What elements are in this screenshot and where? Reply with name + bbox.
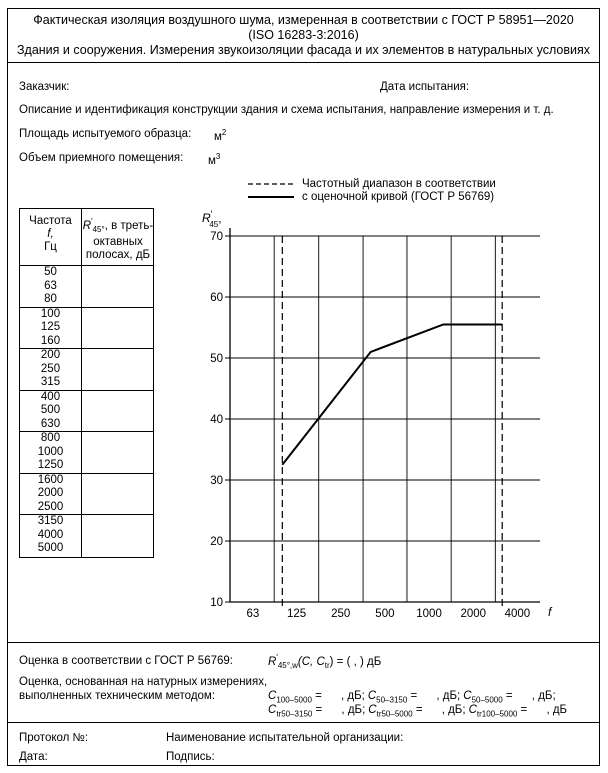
table-frequency-group: [20, 432, 81, 473]
frequency-table: [19, 208, 154, 558]
table-frequency-value: 4000: [37, 528, 64, 541]
protocol-label: Протокол №:: [19, 732, 89, 744]
footer-divider: [7, 722, 600, 723]
table-frequency-value: 5000: [37, 542, 64, 554]
table-frequency-value: 125: [40, 321, 61, 333]
chart-y-tick-label: 20: [210, 536, 223, 548]
chart-x-tick-label: 63: [246, 608, 260, 620]
chart-x-tick-label: 1000: [416, 608, 442, 620]
engineering-row-2: [268, 704, 570, 718]
table-frequency-value: 160: [40, 334, 61, 347]
chart-y-tick-label: 40: [210, 414, 223, 426]
table-frequency-value: 315: [40, 376, 61, 388]
col-frequency-line1: Частота: [29, 215, 72, 227]
engineering-term: $C_{tr100-5000}$ = , дБ: [468, 704, 568, 719]
col-r-header: [82, 215, 154, 262]
test-date-label: Дата испытания:: [380, 81, 470, 93]
rating-formula: $R'_{45^\circ,w}(C$, $C_{tr}$) = ( , ) дБ: [268, 653, 382, 671]
description-label: Описание и идентификация конструкции здания и схема испытания, направление измерения и т. д.: [19, 104, 554, 116]
legend-text-2: с оценочной кривой (ГОСТ Р 56769): [302, 191, 495, 203]
chart-x-tick-label: 2000: [460, 608, 487, 620]
table-frequency-group: [20, 308, 81, 349]
chart: [190, 200, 570, 625]
engineering-label-1: Оценка, основанная на натурных измерениях,: [19, 676, 268, 688]
table-frequency-value: 3150: [37, 515, 64, 527]
table-frequency-value: 630: [40, 417, 61, 430]
table-frequency-value: 63: [44, 279, 57, 292]
chart-y-tick-label: 50: [210, 353, 223, 365]
table-frequency-value: 80: [44, 293, 57, 305]
table-frequency-value: 50: [44, 266, 57, 278]
chart-x-axis-label: f: [548, 605, 552, 619]
col-frequency-header: [20, 215, 81, 254]
volume-unit: $м^3$: [208, 152, 221, 167]
chart-y-tick-label: 10: [210, 597, 223, 609]
table-frequency-value: 400: [40, 390, 61, 403]
table-frequency-value: 500: [40, 404, 61, 416]
table-frequency-value: 250: [40, 362, 61, 375]
customer-label: Заказчик:: [19, 81, 70, 93]
engineering-label-2: выполненных техническим методом:: [19, 690, 216, 702]
engineering-term: $C_{tr50-5000}$ = , дБ;: [368, 704, 466, 719]
engineering-term: $C_{tr50-3150}$ = , дБ;: [268, 704, 366, 719]
engineering-term: $C_{50-3150}$ = , дБ;: [367, 690, 461, 705]
area-label: Площадь испытуемого образца:: [19, 128, 192, 140]
table-frequency-group: [20, 515, 81, 556]
chart-divider: [7, 642, 600, 643]
engineering-term: $C_{50-5000}$ = , дБ;: [463, 690, 556, 705]
col-r-line1: $R'_{45^\circ}$, в треть-: [82, 217, 154, 235]
chart-y-tick-label: 30: [210, 475, 223, 487]
header-line-2: (ISO 16283-3:2016): [248, 28, 359, 42]
table-frequency-value: 1600: [37, 473, 64, 486]
table-frequency-group: [20, 266, 81, 307]
table-frequency-value: 100: [40, 307, 61, 320]
chart-x-tick-label: 4000: [504, 608, 531, 620]
chart-x-tick-label: 250: [331, 608, 351, 620]
col-frequency-line3: Гц: [44, 241, 57, 253]
chart-y-tick-label: 60: [210, 292, 223, 304]
chart-y-axis-label: R′ 45°: [202, 209, 222, 229]
engineering-term: $C_{100-5000}$ = , дБ;: [268, 690, 365, 705]
legend-dashed-line: [248, 178, 298, 190]
chart-reference-curve: [282, 324, 502, 464]
table-frequency-value: 200: [40, 349, 61, 361]
table-frequency-group: [20, 474, 81, 515]
organization-label: Наименование испытательной организации:: [166, 732, 404, 744]
volume-label: Объем приемного помещения:: [19, 152, 184, 164]
table-frequency-value: 800: [40, 432, 61, 444]
chart-y-tick-label: 70: [210, 231, 223, 243]
legend-text-1: Частотный диапазон в соответствии: [302, 178, 496, 190]
table-header: [20, 209, 153, 266]
rating-label: Оценка в соответствии с ГОСТ Р 56769:: [19, 655, 233, 667]
col-r-line2: октавных: [93, 236, 143, 249]
table-frequency-value: 1000: [37, 445, 64, 458]
chart-x-tick-label: 125: [286, 608, 307, 620]
col-r-line3: полосах, дБ: [85, 249, 151, 262]
engineering-row-1: [268, 690, 559, 704]
table-frequency-group: [20, 349, 81, 390]
chart-x-tick-label: 500: [375, 608, 395, 620]
table-frequency-group: [20, 391, 81, 432]
header-divider: [7, 62, 600, 63]
signature-label: Подпись:: [166, 751, 215, 763]
header-line-1: Фактическая изоляция воздушного шума, измеренная в соответствии с ГОСТ Р 58951—2020: [33, 13, 574, 27]
area-unit: $м^2$: [214, 128, 227, 143]
table-frequency-value: 2500: [37, 500, 64, 513]
header-line-3: Здания и сооружения. Измерения звукоизоляции фасада и их элементов в натуральных условиях: [16, 43, 591, 57]
col-frequency-line2: f,: [47, 228, 54, 240]
date-label: Дата:: [19, 751, 48, 763]
table-frequency-value: 1250: [37, 459, 64, 471]
table-frequency-value: 2000: [37, 487, 64, 499]
